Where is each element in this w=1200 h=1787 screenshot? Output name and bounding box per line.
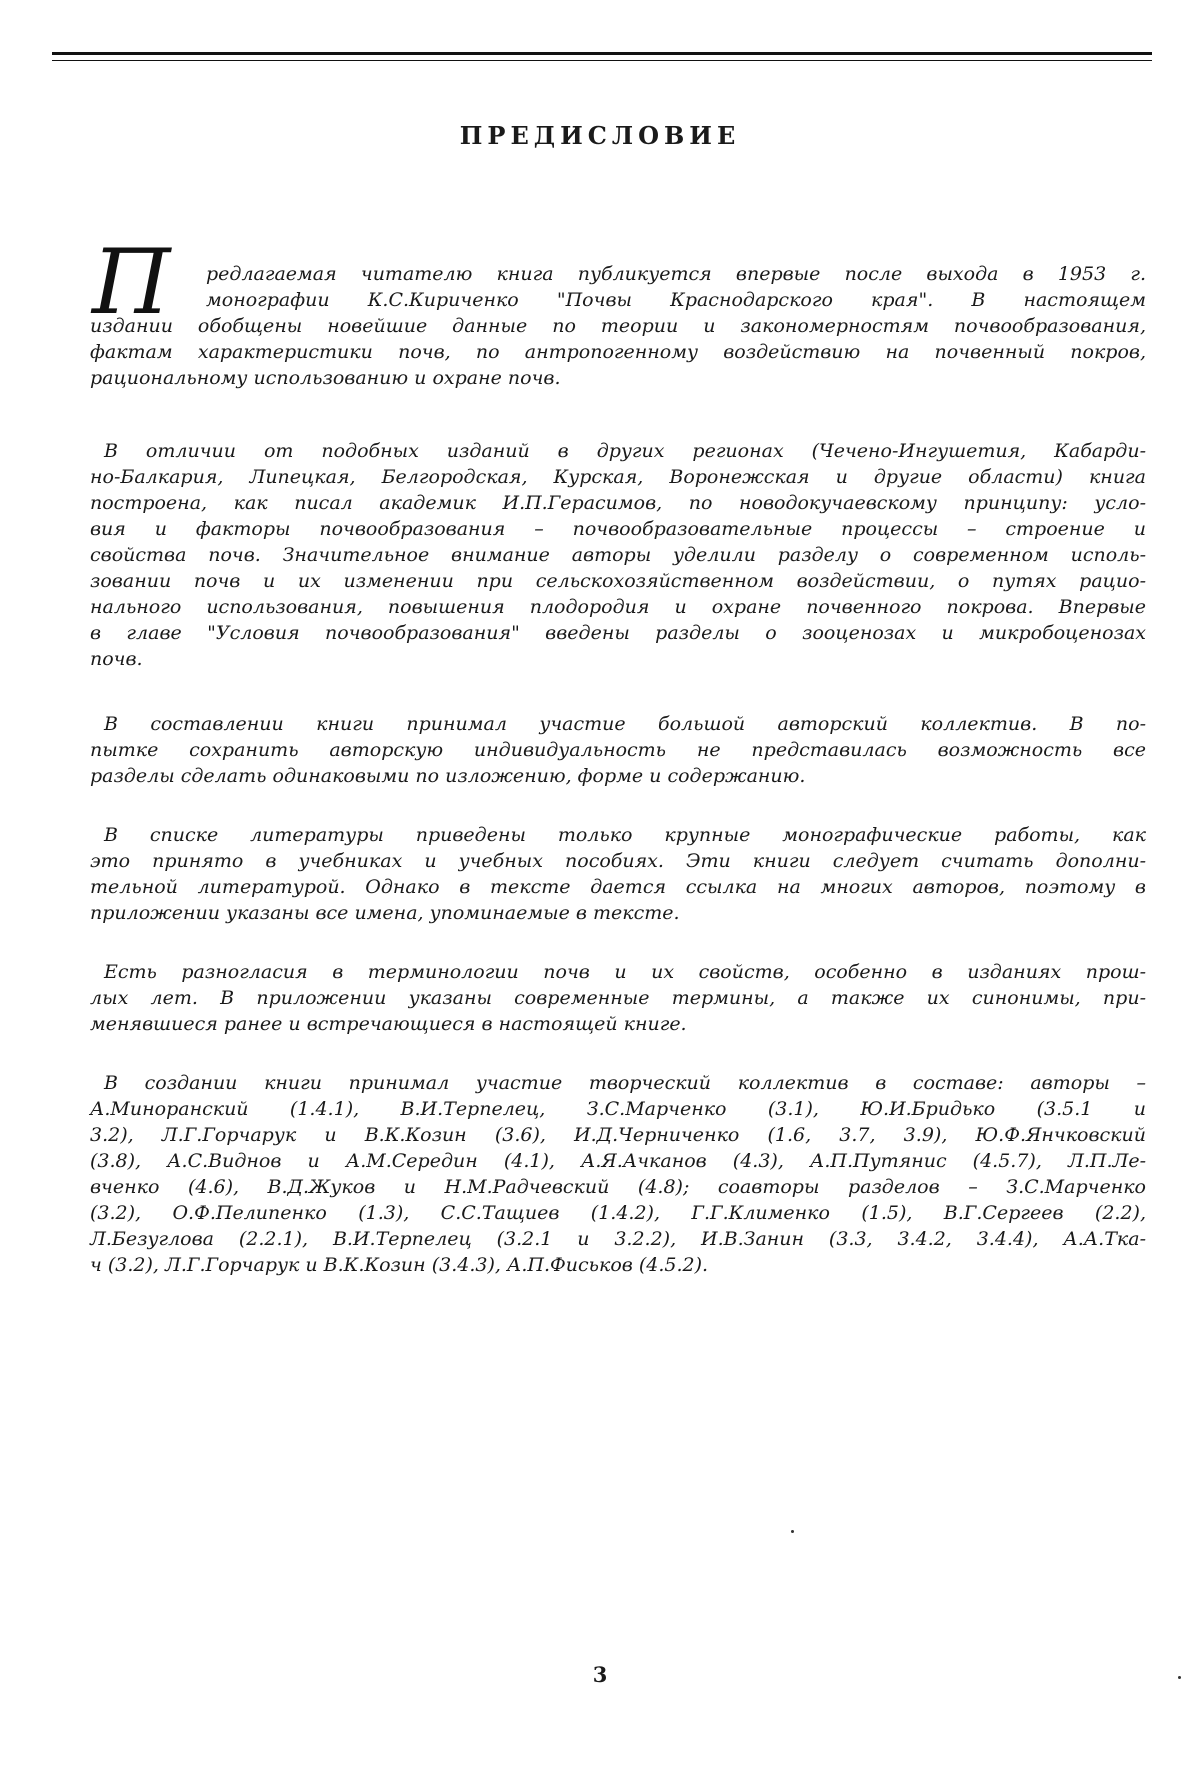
top-rule-thick bbox=[52, 52, 1152, 55]
text-line: рациональному использованию и охране почв. bbox=[90, 367, 561, 389]
text-line: вия и факторы почвообразования – почвообразовательные процессы – строение и bbox=[90, 518, 1146, 540]
text-line: в главе "Условия почвообразования" введены разделы о зооценозах и микробоценозах bbox=[90, 622, 1146, 644]
text-line: 3.2), Л.Г.Горчарук и В.К.Козин (3.6), И.Д.Черниченко (1.6, 3.7, 3.9), Ю.Ф.Янчковский bbox=[90, 1124, 1146, 1146]
text-line: менявшиеся ранее и встречающиеся в настоящей книге. bbox=[90, 1013, 687, 1035]
text-line: В списке литературы приведены только крупные монографические работы, как bbox=[104, 824, 1146, 846]
text-line: фактам характеристики почв, по антропогенному воздействию на почвенный покров, bbox=[90, 341, 1146, 363]
text-line: издании обобщены новейшие данные по теории и закономерностям почвообразования, bbox=[90, 315, 1146, 337]
text-line: свойства почв. Значительное внимание авторы уделили разделу о современном исполь- bbox=[90, 544, 1146, 566]
page-number: 3 bbox=[592, 1662, 608, 1687]
text-line: В отличии от подобных изданий в других регионах (Чечено-Ингушетия, Кабарди- bbox=[104, 440, 1146, 462]
text-line: (3.8), А.С.Виднов и А.М.Середин (4.1), А.Я.Ачканов (4.3), А.П.Путянис (4.5.7), Л.П.Ле- bbox=[90, 1150, 1146, 1172]
text-line: приложении указаны все имена, упоминаемые в тексте. bbox=[90, 902, 680, 924]
text-line: вченко (4.6), В.Д.Жуков и Н.М.Радчевский (4.8); соавторы разделов – З.С.Марченко bbox=[90, 1176, 1146, 1198]
text-line: тельной литературой. Однако в тексте дается ссылка на многих авторов, поэтому в bbox=[90, 876, 1146, 898]
text-line: Л.Безуглова (2.2.1), В.И.Терпелец (3.2.1 и 3.2.2), И.В.Занин (3.3, 3.4.2, 3.4.4), А.А.Тка- bbox=[90, 1228, 1146, 1250]
top-rule-thin bbox=[52, 60, 1152, 61]
text-line: разделы сделать одинаковыми по изложению, форме и содержанию. bbox=[90, 765, 806, 787]
text-line: зовании почв и их изменении при сельскохозяйственном воздействии, о путях рацио- bbox=[90, 570, 1146, 592]
text-line: построена, как писал академик И.П.Герасимов, по новодокучаевскому принципу: усло- bbox=[90, 492, 1146, 514]
text-line: это принято в учебниках и учебных пособиях. Эти книги следует считать дополни- bbox=[90, 850, 1146, 872]
scan-speck bbox=[791, 1530, 794, 1533]
scan-speck bbox=[1178, 1676, 1181, 1679]
text-line: лых лет. В приложении указаны современные термины, а также их синонимы, при- bbox=[90, 987, 1146, 1009]
text-line: А.Минорaнский (1.4.1), В.И.Терпелец, З.С.Марченко (3.1), Ю.И.Бридько (3.5.1 и bbox=[90, 1098, 1146, 1120]
text-line: редлагаемая читателю книга публикуется впервые после выхода в 1953 г. bbox=[206, 263, 1146, 285]
text-line: пытке сохранить авторскую индивидуальность не представилась возможность все bbox=[90, 739, 1146, 761]
page-title: ПРЕДИСЛОВИЕ bbox=[459, 121, 741, 150]
text-line: Есть разногласия в терминологии почв и их свойств, особенно в изданиях прош- bbox=[104, 961, 1146, 983]
drop-cap: П bbox=[92, 230, 171, 335]
text-line: монографии К.С.Кириченко "Почвы Краснодарского края". В настоящем bbox=[206, 289, 1146, 311]
text-line: почв. bbox=[90, 648, 143, 670]
text-line: В создании книги принимал участие творческий коллектив в составе: авторы – bbox=[104, 1072, 1146, 1094]
text-line: нального использования, повышения плодородия и охране почвенного покрова. Впервые bbox=[90, 596, 1146, 618]
text-line: (3.2), О.Ф.Пелипенко (1.3), С.С.Тащиев (1.4.2), Г.Г.Клименко (1.5), В.Г.Сергеев (2.2), bbox=[90, 1202, 1146, 1224]
text-line: ч (3.2), Л.Г.Горчарук и В.К.Козин (3.4.3), А.П.Фиськов (4.5.2). bbox=[90, 1254, 709, 1276]
text-line: но-Балкария, Липецкая, Белгородская, Курская, Воронежская и другие области) книга bbox=[90, 466, 1146, 488]
text-line: В составлении книги принимал участие большой авторский коллектив. В по- bbox=[104, 713, 1146, 735]
